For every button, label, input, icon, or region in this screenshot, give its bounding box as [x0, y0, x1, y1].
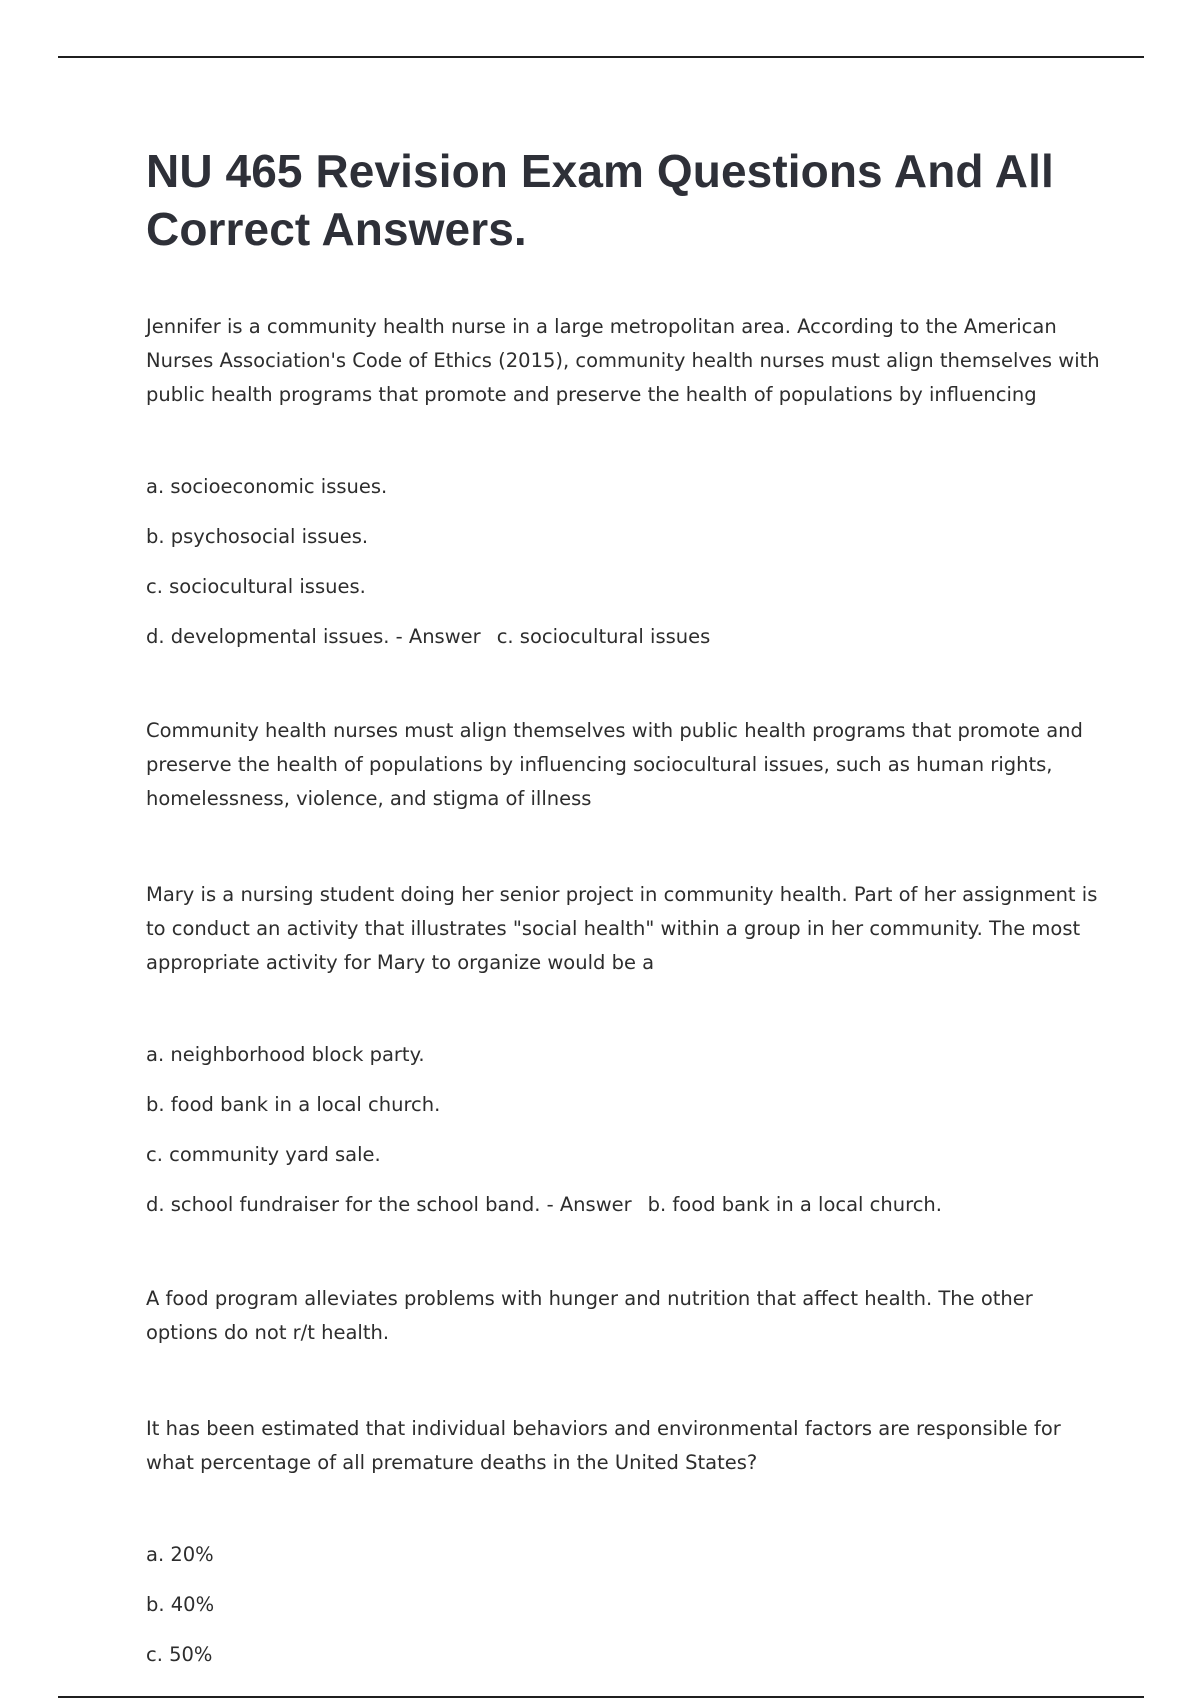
question-1-answer: c. sociocultural issues: [496, 625, 711, 648]
question-3: [146, 1412, 1106, 1670]
question-1-option-d: d. developmental issues. - Answer: [146, 625, 481, 648]
question-2-stem: Mary is a nursing student doing her senior project in community health. Part of her assignment is to conduct an activity that illustrates "social health" within a group in her community. The most appropriate activity for Mary to organize would be a: [146, 883, 1098, 974]
question-1-option-a: a. socioeconomic issues.: [146, 475, 388, 498]
document-body: [146, 142, 1106, 1670]
question-2-option-b: b. food bank in a local church.: [146, 1093, 441, 1116]
question-2-answer: b. food bank in a local church.: [647, 1193, 942, 1216]
question-3-option-a: a. 20%: [146, 1543, 214, 1566]
question-2-option-d: d. school fundraiser for the school band. - Answer: [146, 1193, 632, 1216]
question-1-stem: Jennifer is a community health nurse in a large metropolitan area. According to the American Nurses Association's Code of Ethics (2015), community health nurses must align themselves with public health programs that promote and preserve the health of populations by influencing: [146, 315, 1100, 406]
question-3-option-b: b. 40%: [146, 1593, 215, 1616]
question-2-rationale: A food program alleviates problems with hunger and nutrition that affect health. The other options do not r/t health.: [146, 1287, 1033, 1344]
question-1-option-b: b. psychosocial issues.: [146, 525, 369, 548]
question-2: [146, 878, 1106, 1350]
question-1-option-d-with-answer: [146, 622, 1106, 652]
header-rule: [58, 56, 1144, 58]
question-3-stem: It has been estimated that individual behaviors and environmental factors are responsible for what percentage of all premature deaths in the United States?: [146, 1417, 1061, 1474]
document-title: NU 465 Revision Exam Questions And All Correct Answers.: [146, 145, 1054, 255]
question-1-rationale: Community health nurses must align themselves with public health programs that promote and preserve the health of populations by influencing sociocultural issues, such as human rights, homelessness, violence, and stigma of illness: [146, 719, 1083, 810]
footer-rule: [58, 1696, 1144, 1698]
question-2-option-c: c. community yard sale.: [146, 1143, 381, 1166]
question-1: [146, 310, 1106, 816]
question-2-option-a: a. neighborhood block party.: [146, 1043, 425, 1066]
question-2-option-d-with-answer: [146, 1190, 1106, 1220]
question-3-option-c: c. 50%: [146, 1643, 213, 1666]
question-1-option-c: c. sociocultural issues.: [146, 575, 366, 598]
